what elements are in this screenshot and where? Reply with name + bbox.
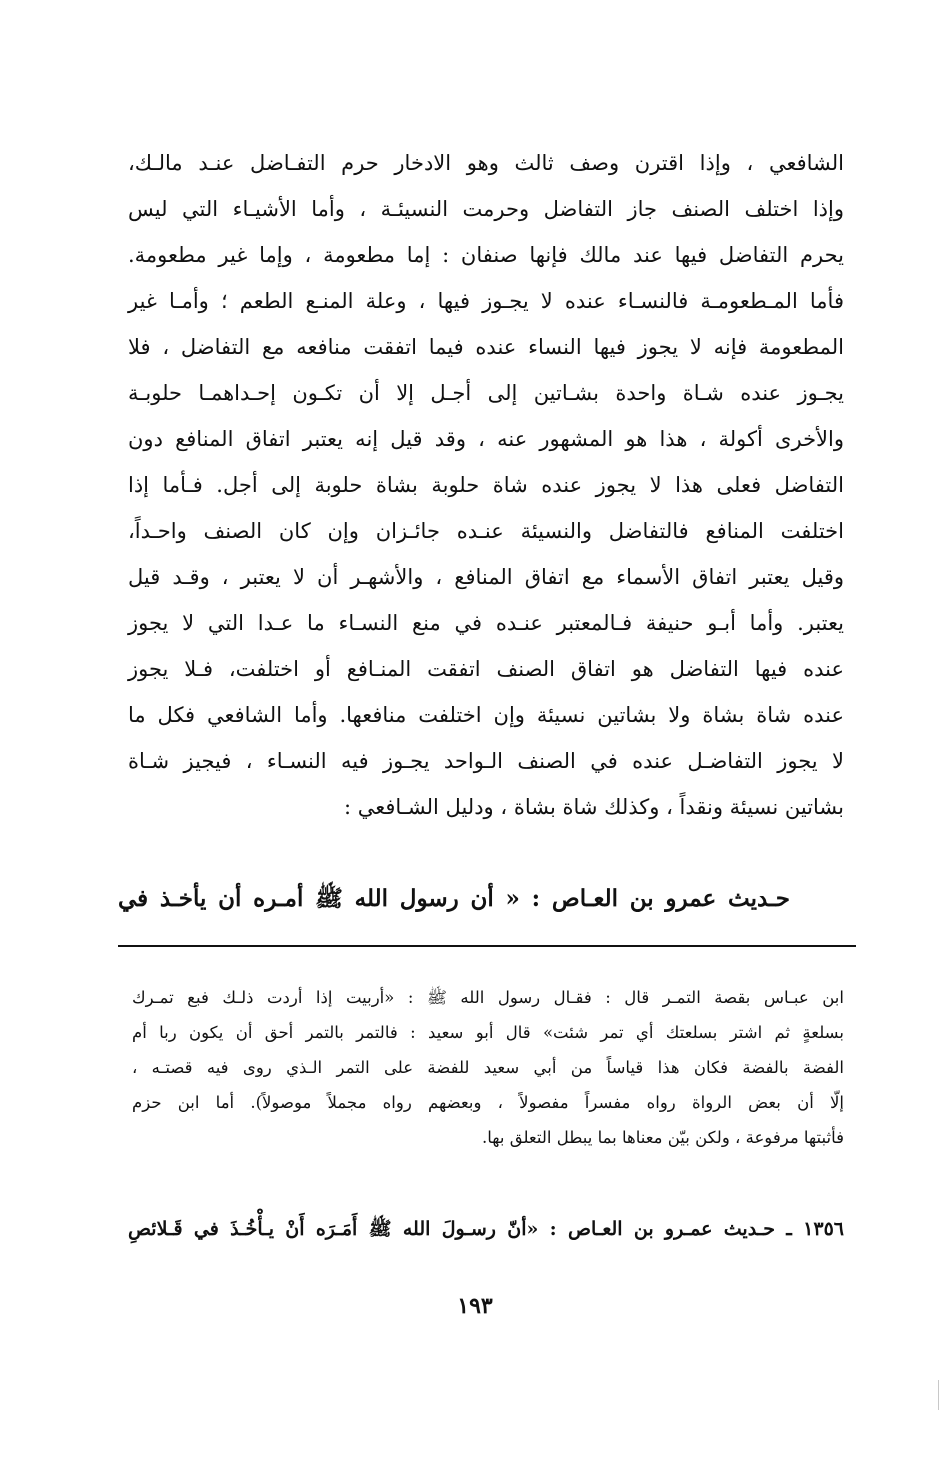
footnote-block <box>132 980 844 1155</box>
scan-edge-mark <box>938 1380 939 1410</box>
text-line: عنده شاة بشاة ولا بشاتين نسيئة وإن اختلفت منافعها. وأما الشافعي فكل ما <box>128 703 844 727</box>
text-line: وإذا اختلف الصنف جاز التفاضل وحرمت النسيئـة ، وأما الأشيـاء التي ليس <box>128 197 844 221</box>
text-line: فأما المـطعومـة فالنسـاء عنده لا يجـوز فيها ، وعلة المنـع الطعم ؛ وأمـا غير <box>128 289 844 313</box>
text-line: التفاضل فعلى هذا لا يجوز عنده شاة حلوبة بشاة حلوبة إلى أجل. فـأما إذا <box>128 473 844 497</box>
footnote-line: إلّا أن بعض الرواة رواه مفسراً مفصولاً ، وبعضهم رواه مجملاً موصولاً). أما ابن حزم <box>132 1093 844 1112</box>
text-line: الشافعي ، وإذا اقترن وصف ثالث وهو الادخار حرم التفـاضل عنـد مالـك، <box>128 151 844 175</box>
text-line: والأخرى أكولة ، هذا هو المشهور عنه ، وقد قيل إنه يعتبر اتفاق المنافع دون <box>128 427 844 451</box>
footnote-divider <box>118 945 856 947</box>
footnote-line: الفضة بالفضة فكان هذا قياساً من أبي سعيد للفضة على التمر الـذي روى فيه قصتـه ، <box>132 1058 844 1077</box>
footnote-line: ابن عبـاس بقصة التمـر قال : فقـال رسول الله ﷺ : «أربيت إذا أردت ذلـك فبع تمـرك <box>132 988 844 1007</box>
text-line: يجـوز عنده شـاة واحدة بشـاتين إلى أجـل إلا أن تكـون إحـداهمـا حلوبـة <box>128 381 844 405</box>
text-line: بشاتين نسيئة ونقداً ، وكذلك شاة بشاة ، ودليل الشـافعي : <box>343 795 844 819</box>
footnote-line: بسلعةٍ ثم اشتر بسلعتك أي تمر شئت» قال أبو سعيد : فالتمر بالتمر أحق أن يكون ربا أم <box>132 1023 844 1042</box>
main-text-block <box>128 140 844 830</box>
text-line: يعتبر. وأما أبـو حنيفة فـالمعتبر عنـده في منع النسـاء ما عـدا التي لا يجوز <box>128 611 844 635</box>
page-number: ١٩٣ <box>457 1293 493 1319</box>
footnote-line: فأثبتها مرفوعة ، ولكن بيّن معناها بما يبطل التعلق بها. <box>481 1128 844 1147</box>
text-line: وقيل يعتبر اتفاق الأسماء مع اتفاق المنافع ، والأشهـر أن لا يعتبر ، وقـد قيل <box>128 565 844 589</box>
footnote-hadith-heading: ١٣٥٦ ـ حـديث عمـرو بن العـاص : «أنّ رسـولَ الله ﷺ أَمَـرَه أَنْ يـأْخُـذَ في قَـلائصِ <box>128 1218 844 1240</box>
text-line: عنده فيها التفاضل هو اتفاق الصنف اتفقت المنـافع أو اختلفت، فـلا يجوز <box>128 657 844 681</box>
text-line: اختلفت المنافع فالتفاضل والنسيئة عنـده جائـزان وإن كان الصنف واحـداً، <box>128 519 844 543</box>
text-line: المطعومة فإنه لا يجوز فيها النساء عنده فيما اتفقت منافعه مع التفاضل ، فلا <box>128 335 844 359</box>
text-line: يحرم التفاضل فيها عند مالك فإنها صنفان : إما مطعومة ، وإما غير مطعومة. <box>128 243 844 267</box>
text-line: لا يجوز التفاضـل عنده في الصنف الـواحد يجـوز فيه النسـاء ، فيجيز شـاة <box>128 749 844 773</box>
hadith-heading: حـديث عمرو بن العـاص : « أن رسول الله ﷺ أمـره أن يأخـذ في <box>118 885 790 912</box>
